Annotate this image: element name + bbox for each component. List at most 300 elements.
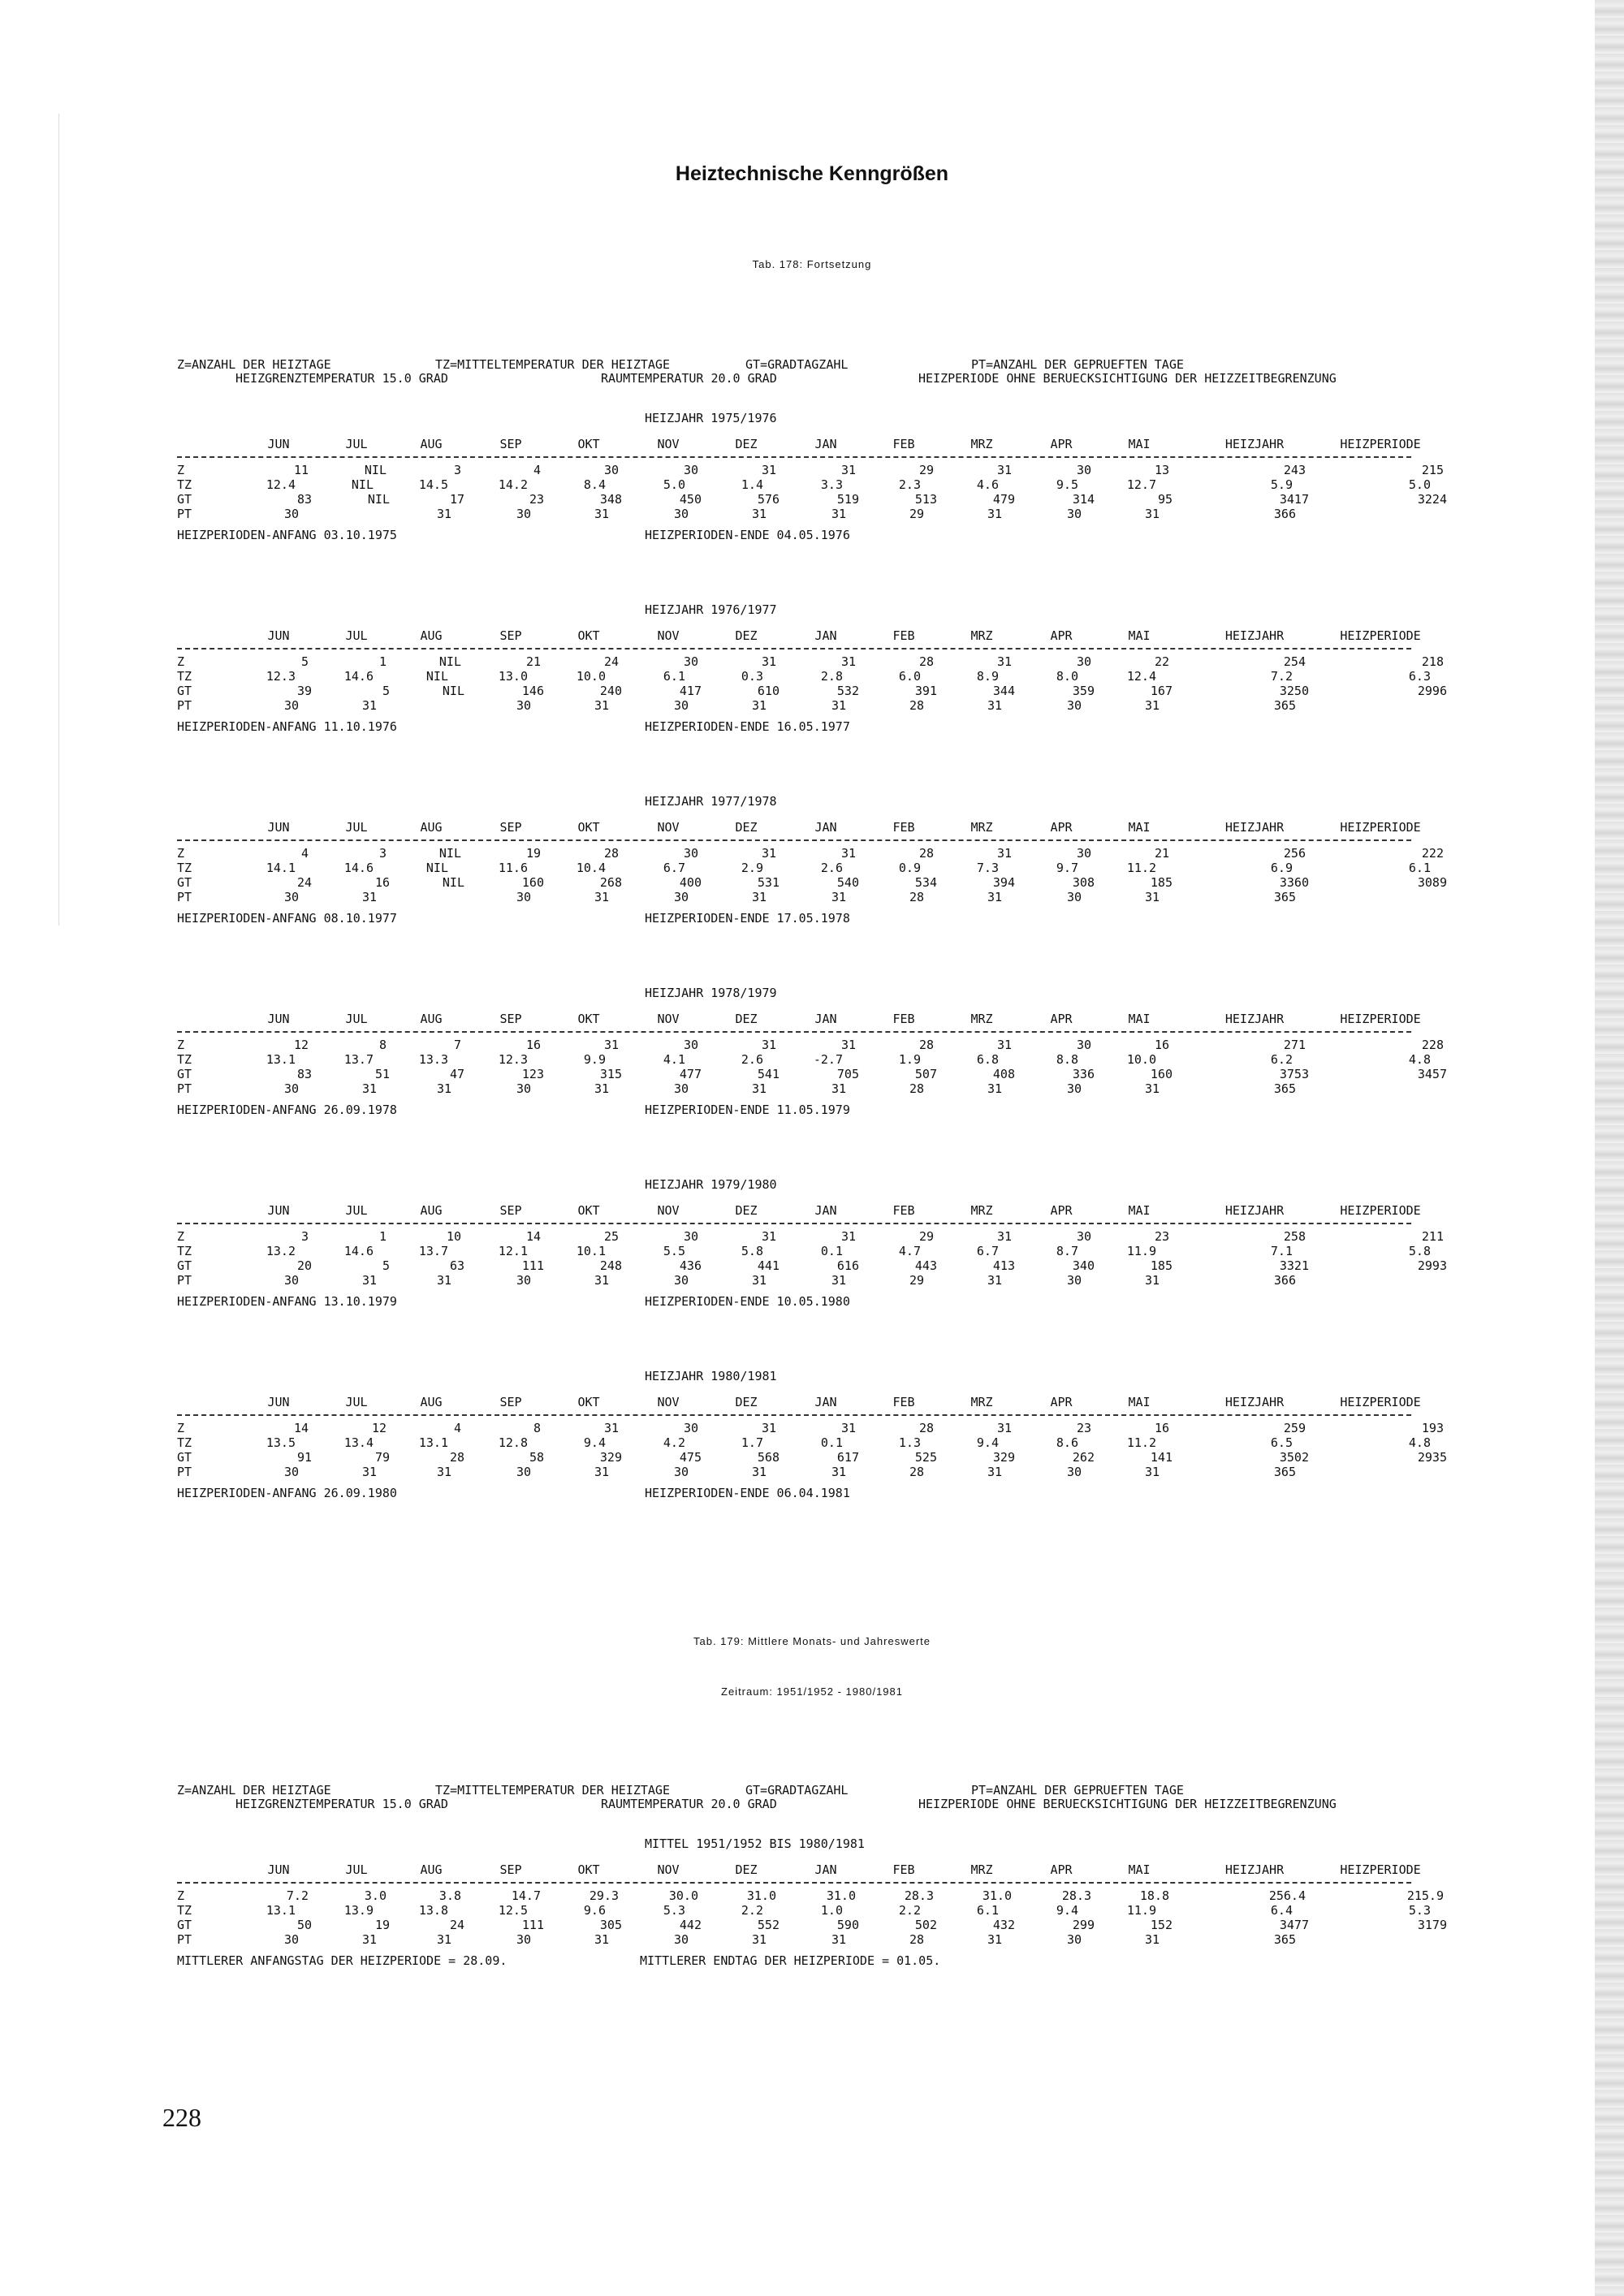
table-cell: 39 bbox=[296, 684, 312, 698]
table-cell: 30 bbox=[1066, 507, 1082, 521]
table-cell: 12.4 bbox=[1126, 669, 1156, 684]
table-cell: 5.0 bbox=[1408, 477, 1431, 492]
table-cell: 329 bbox=[992, 1450, 1015, 1465]
row-label: TZ bbox=[177, 477, 192, 492]
table-cell: 30 bbox=[1076, 463, 1091, 477]
column-header: NOV bbox=[657, 628, 680, 643]
column-header: NOV bbox=[657, 1395, 680, 1409]
table-cell: 31 bbox=[603, 1038, 619, 1052]
column-header: HEIZJAHR bbox=[1224, 1862, 1285, 1877]
table-cell: 417 bbox=[679, 684, 702, 698]
table-cell: 12 bbox=[371, 1421, 387, 1435]
table-row bbox=[177, 1067, 1476, 1081]
column-header: NOV bbox=[657, 1012, 680, 1026]
table-cell: 16 bbox=[374, 875, 390, 890]
row-label: Z bbox=[177, 1888, 185, 1903]
table-cell: 31 bbox=[996, 463, 1012, 477]
column-header: HEIZJAHR bbox=[1224, 628, 1285, 643]
table-row bbox=[177, 846, 1476, 861]
table-cell: 2.6 bbox=[820, 861, 843, 875]
table-cell: 30 bbox=[1076, 654, 1091, 669]
table-cell: -2.7 bbox=[813, 1052, 843, 1067]
table-cell: 7.2 bbox=[1270, 669, 1293, 684]
table-cell: 28 bbox=[918, 1038, 934, 1052]
legend-pt: PT=ANZAHL DER GEPRUEFTEN TAGE bbox=[971, 357, 1184, 372]
table-cell: 19 bbox=[525, 846, 541, 861]
table-cell: 12.4 bbox=[266, 477, 296, 492]
column-header: AUG bbox=[420, 820, 443, 835]
column-header: JAN bbox=[814, 1395, 837, 1409]
legend-pt: PT=ANZAHL DER GEPRUEFTEN TAGE bbox=[971, 1783, 1184, 1798]
table-cell: 30 bbox=[1066, 1465, 1082, 1479]
table-cell: 525 bbox=[914, 1450, 937, 1465]
row-label: Z bbox=[177, 846, 185, 861]
column-header: HEIZJAHR bbox=[1224, 437, 1285, 451]
table-cell: 13.1 bbox=[266, 1052, 296, 1067]
table-cell: 31 bbox=[361, 1273, 377, 1288]
table-cell: 19 bbox=[374, 1918, 390, 1932]
table-cell: 30 bbox=[673, 1465, 689, 1479]
table-cell: 6.5 bbox=[1270, 1435, 1293, 1450]
table-cell: 83 bbox=[296, 492, 312, 507]
table-cell: 31 bbox=[594, 890, 609, 904]
table-cell: 1.9 bbox=[898, 1052, 921, 1067]
table-cell: 28 bbox=[918, 846, 934, 861]
table-cell: 31 bbox=[751, 698, 767, 713]
column-header: NOV bbox=[657, 820, 680, 835]
table-row bbox=[177, 684, 1476, 698]
table-cell: 28 bbox=[918, 1421, 934, 1435]
legend-z: Z=ANZAHL DER HEIZTAGE bbox=[177, 357, 331, 372]
table-cell: 30 bbox=[673, 698, 689, 713]
table-cell: 30 bbox=[683, 463, 698, 477]
table-cell: 344 bbox=[992, 684, 1015, 698]
table-cell: 617 bbox=[836, 1450, 859, 1465]
table-cell: 1.3 bbox=[898, 1435, 921, 1450]
table-cell: 20 bbox=[296, 1258, 312, 1273]
table-cell: 31 bbox=[831, 1081, 846, 1096]
table-cell: 28 bbox=[909, 1465, 924, 1479]
table-cell: 5 bbox=[382, 1258, 390, 1273]
row-label: TZ bbox=[177, 1244, 192, 1258]
table-cell: 10.4 bbox=[576, 861, 606, 875]
table-cell: 5.0 bbox=[663, 477, 685, 492]
table-cell: 2.2 bbox=[898, 1903, 921, 1918]
row-label: GT bbox=[177, 875, 192, 890]
table-cell: 8.4 bbox=[583, 477, 606, 492]
table-cell: 1.7 bbox=[741, 1435, 763, 1450]
table-cell: NIL bbox=[425, 669, 448, 684]
legend-periode: HEIZPERIODE OHNE BERUECKSICHTIGUNG DER HEIZZEITBEGRENZUNG bbox=[918, 371, 1337, 386]
table-cell: 513 bbox=[914, 492, 937, 507]
table-cell: 11.6 bbox=[498, 861, 528, 875]
row-label: PT bbox=[177, 1273, 192, 1288]
heizperiode-dates bbox=[177, 1486, 1476, 1500]
table-cell: 568 bbox=[757, 1450, 780, 1465]
table-cell: 193 bbox=[1421, 1421, 1444, 1435]
table-cell: 13.4 bbox=[343, 1435, 374, 1450]
table-row bbox=[177, 861, 1476, 875]
table-cell: 2935 bbox=[1417, 1450, 1447, 1465]
table-cell: 7.3 bbox=[976, 861, 999, 875]
table-cell: 30 bbox=[683, 846, 698, 861]
table-cell: 83 bbox=[296, 1067, 312, 1081]
table-cell: 30 bbox=[673, 1273, 689, 1288]
table-cell: 31 bbox=[436, 1081, 451, 1096]
table-cell: 30 bbox=[1066, 1932, 1082, 1947]
table-cell: 10.1 bbox=[576, 1244, 606, 1258]
table-cell: 30 bbox=[683, 1229, 698, 1244]
table-cell: 262 bbox=[1072, 1450, 1095, 1465]
table-cell: 14.5 bbox=[418, 477, 448, 492]
table-cell: 31 bbox=[840, 463, 856, 477]
table-cell: NIL bbox=[351, 477, 374, 492]
table-cell: 111 bbox=[521, 1258, 544, 1273]
column-header: HEIZJAHR bbox=[1224, 1395, 1285, 1409]
table-cell: 6.9 bbox=[1270, 861, 1293, 875]
row-label: PT bbox=[177, 1465, 192, 1479]
column-header: JAN bbox=[814, 628, 837, 643]
table-cell: 400 bbox=[679, 875, 702, 890]
table-cell: 413 bbox=[992, 1258, 1015, 1273]
column-header: JUL bbox=[345, 1395, 368, 1409]
column-header: SEP bbox=[499, 820, 522, 835]
table-cell: 4 bbox=[533, 463, 541, 477]
table-cell: 13 bbox=[1154, 463, 1169, 477]
table-cell: 479 bbox=[992, 492, 1015, 507]
heizjahr-title: HEIZJAHR 1975/1976 bbox=[645, 411, 777, 425]
column-header: SEP bbox=[499, 1012, 522, 1026]
table-cell: 552 bbox=[757, 1918, 780, 1932]
table-cell: 31 bbox=[1144, 890, 1160, 904]
table-cell: 14.2 bbox=[498, 477, 528, 492]
column-header: NOV bbox=[657, 1862, 680, 1877]
column-header: MRZ bbox=[970, 1203, 993, 1218]
scan-margin-line bbox=[58, 114, 59, 926]
table-cell: 30 bbox=[283, 1932, 299, 1947]
table-cell: 3502 bbox=[1279, 1450, 1309, 1465]
table-cell: 394 bbox=[992, 875, 1015, 890]
table-cell: 3089 bbox=[1417, 875, 1447, 890]
column-header: FEB bbox=[892, 628, 915, 643]
table-row bbox=[177, 875, 1476, 890]
table-cell: 31 bbox=[1144, 1273, 1160, 1288]
table-cell: 23 bbox=[1154, 1229, 1169, 1244]
table-cell: 5.3 bbox=[663, 1903, 685, 1918]
table-cell: 30 bbox=[1076, 846, 1091, 861]
table-cell: 1.4 bbox=[741, 477, 763, 492]
table-cell: 31 bbox=[436, 1932, 451, 1947]
row-label: Z bbox=[177, 1038, 185, 1052]
table-cell: 13.5 bbox=[266, 1435, 296, 1450]
table-cell: 30 bbox=[283, 698, 299, 713]
row-label: GT bbox=[177, 684, 192, 698]
table-cell: 5.3 bbox=[1408, 1903, 1431, 1918]
table-row bbox=[177, 1450, 1476, 1465]
table-cell: 705 bbox=[836, 1067, 859, 1081]
column-header-row bbox=[177, 437, 1476, 451]
table-cell: 95 bbox=[1157, 492, 1173, 507]
table-cell: 5.9 bbox=[1270, 477, 1293, 492]
table-cell: 13.2 bbox=[266, 1244, 296, 1258]
table-cell: 366 bbox=[1273, 1273, 1296, 1288]
row-label: GT bbox=[177, 1258, 192, 1273]
legend-raum: RAUMTEMPERATUR 20.0 GRAD bbox=[601, 1797, 777, 1811]
column-header: JAN bbox=[814, 437, 837, 451]
table-cell: 16 bbox=[1154, 1038, 1169, 1052]
table-cell: 31 bbox=[436, 1465, 451, 1479]
column-header: OKT bbox=[577, 628, 600, 643]
table-cell: 0.9 bbox=[898, 861, 921, 875]
table-cell: 502 bbox=[914, 1918, 937, 1932]
table-cell: 8.6 bbox=[1056, 1435, 1078, 1450]
table-cell: 3.8 bbox=[438, 1888, 461, 1903]
table-cell: 13.0 bbox=[498, 669, 528, 684]
table-cell: 31 bbox=[1144, 507, 1160, 521]
column-header: OKT bbox=[577, 1395, 600, 1409]
table-cell: 31.0 bbox=[746, 1888, 776, 1903]
table-cell: 9.7 bbox=[1056, 861, 1078, 875]
row-label: GT bbox=[177, 492, 192, 507]
table-cell: 31 bbox=[840, 1038, 856, 1052]
heizperiode-end: HEIZPERIODEN-ENDE 10.05.1980 bbox=[645, 1294, 850, 1309]
column-header: APR bbox=[1050, 1395, 1073, 1409]
table-cell: 30 bbox=[516, 1081, 531, 1096]
table-cell: 4 bbox=[453, 1421, 461, 1435]
table-cell: 30 bbox=[673, 890, 689, 904]
table-cell: 31 bbox=[751, 1932, 767, 1947]
column-header: MAI bbox=[1128, 1203, 1151, 1218]
column-header: MAI bbox=[1128, 1862, 1151, 1877]
table-cell: 14.6 bbox=[343, 669, 374, 684]
table-cell: 5 bbox=[300, 654, 309, 669]
table-cell: 314 bbox=[1072, 492, 1095, 507]
table-cell: 308 bbox=[1072, 875, 1095, 890]
table-cell: 31 bbox=[840, 1421, 856, 1435]
row-label: TZ bbox=[177, 1052, 192, 1067]
table-cell: 21 bbox=[1154, 846, 1169, 861]
table-cell: 24 bbox=[296, 875, 312, 890]
table-cell: 4.8 bbox=[1408, 1435, 1431, 1450]
table-cell: 31 bbox=[361, 890, 377, 904]
table-cell: 91 bbox=[296, 1450, 312, 1465]
table-cell: 31 bbox=[996, 846, 1012, 861]
table-cell: 4.6 bbox=[976, 477, 999, 492]
table-cell: 47 bbox=[449, 1067, 464, 1081]
table-cell: 610 bbox=[757, 684, 780, 698]
table-cell: 8.9 bbox=[976, 669, 999, 684]
table-cell: 24 bbox=[449, 1918, 464, 1932]
column-header: HEIZPERIODE bbox=[1340, 1012, 1421, 1026]
column-header: SEP bbox=[499, 1395, 522, 1409]
legend-tz: TZ=MITTELTEMPERATUR DER HEIZTAGE bbox=[435, 357, 670, 372]
heizjahr-title: HEIZJAHR 1976/1977 bbox=[645, 602, 777, 617]
legend-periode: HEIZPERIODE OHNE BERUECKSICHTIGUNG DER HEIZZEITBEGRENZUNG bbox=[918, 1797, 1337, 1811]
column-header: AUG bbox=[420, 1862, 443, 1877]
table-cell: 31 bbox=[996, 1229, 1012, 1244]
table-cell: 31 bbox=[987, 1932, 1002, 1947]
table-cell: 31 bbox=[436, 1273, 451, 1288]
table-cell: 31 bbox=[1144, 698, 1160, 713]
table-cell: 30 bbox=[1076, 1229, 1091, 1244]
table-cell: 31 bbox=[761, 1038, 776, 1052]
table-cell: 13.1 bbox=[266, 1903, 296, 1918]
table-cell: 31 bbox=[361, 1081, 377, 1096]
table-cell: 12.1 bbox=[498, 1244, 528, 1258]
column-header: HEIZPERIODE bbox=[1340, 820, 1421, 835]
column-header: JAN bbox=[814, 1012, 837, 1026]
table-cell: 442 bbox=[679, 1918, 702, 1932]
column-header: NOV bbox=[657, 1203, 680, 1218]
row-label: Z bbox=[177, 1421, 185, 1435]
table-cell: 365 bbox=[1273, 1465, 1296, 1479]
table-cell: 13.7 bbox=[418, 1244, 448, 1258]
table-cell: 531 bbox=[757, 875, 780, 890]
table-cell: 50 bbox=[296, 1918, 312, 1932]
table-cell: 16 bbox=[1154, 1421, 1169, 1435]
table-cell: 31 bbox=[751, 890, 767, 904]
column-header: JUN bbox=[267, 1395, 290, 1409]
table-cell: 1 bbox=[378, 1229, 387, 1244]
row-label: PT bbox=[177, 890, 192, 904]
column-header: MAI bbox=[1128, 628, 1151, 643]
row-label: PT bbox=[177, 698, 192, 713]
table-cell: 30 bbox=[1066, 1273, 1082, 1288]
column-header: APR bbox=[1050, 437, 1073, 451]
table-cell: 475 bbox=[679, 1450, 702, 1465]
table-cell: 18.8 bbox=[1139, 1888, 1169, 1903]
table-cell: 30 bbox=[516, 698, 531, 713]
table-cell: 31.0 bbox=[826, 1888, 856, 1903]
table-cell: 4.7 bbox=[898, 1244, 921, 1258]
table-cell: 7.1 bbox=[1270, 1244, 1293, 1258]
table-cell: 31 bbox=[594, 1932, 609, 1947]
table-cell: 3.0 bbox=[364, 1888, 387, 1903]
row-label: TZ bbox=[177, 861, 192, 875]
table-cell: 24 bbox=[603, 654, 619, 669]
column-header: JUL bbox=[345, 628, 368, 643]
table-cell: NIL bbox=[364, 463, 387, 477]
column-header: MAI bbox=[1128, 437, 1151, 451]
table-cell: 9.6 bbox=[583, 1903, 606, 1918]
legend bbox=[177, 357, 1476, 390]
table-cell: 28 bbox=[909, 1932, 924, 1947]
table-cell: 6.0 bbox=[898, 669, 921, 684]
table-cell: 3321 bbox=[1279, 1258, 1309, 1273]
table-178 bbox=[177, 357, 1476, 1500]
column-header: JUN bbox=[267, 820, 290, 835]
table-cell: 17 bbox=[449, 492, 464, 507]
table-cell: 6.4 bbox=[1270, 1903, 1293, 1918]
row-label: PT bbox=[177, 507, 192, 521]
table-cell: 6.7 bbox=[663, 861, 685, 875]
column-header: APR bbox=[1050, 820, 1073, 835]
table-cell: 2.3 bbox=[898, 477, 921, 492]
table-cell: 9.4 bbox=[1056, 1903, 1078, 1918]
row-label: PT bbox=[177, 1932, 192, 1947]
column-header: APR bbox=[1050, 1862, 1073, 1877]
table-cell: 31 bbox=[987, 1465, 1002, 1479]
column-header: OKT bbox=[577, 437, 600, 451]
table-cell: 14.7 bbox=[511, 1888, 541, 1903]
column-header: SEP bbox=[499, 628, 522, 643]
table-cell: 365 bbox=[1273, 1932, 1296, 1947]
table-cell: 258 bbox=[1283, 1229, 1306, 1244]
column-header: AUG bbox=[420, 437, 443, 451]
table-cell: 443 bbox=[914, 1258, 937, 1273]
table-cell: 13.8 bbox=[418, 1903, 448, 1918]
table-cell: 6.3 bbox=[1408, 669, 1431, 684]
heizperiode-end: HEIZPERIODEN-ENDE 16.05.1977 bbox=[645, 719, 850, 734]
table-cell: 8.7 bbox=[1056, 1244, 1078, 1258]
table-cell: 30 bbox=[673, 507, 689, 521]
table-cell: 8.0 bbox=[1056, 669, 1078, 684]
heizperiode-start: HEIZPERIODEN-ANFANG 08.10.1977 bbox=[177, 911, 397, 926]
table-cell: 12.7 bbox=[1126, 477, 1156, 492]
table-cell: 3477 bbox=[1279, 1918, 1309, 1932]
table-row bbox=[177, 1903, 1476, 1918]
table-cell: 5.8 bbox=[741, 1244, 763, 1258]
table-cell: 10 bbox=[446, 1229, 461, 1244]
table-cell: 31.0 bbox=[982, 1888, 1012, 1903]
column-header: AUG bbox=[420, 1203, 443, 1218]
table-cell: 0.1 bbox=[820, 1244, 843, 1258]
column-header: MRZ bbox=[970, 1862, 993, 1877]
column-header: HEIZJAHR bbox=[1224, 1012, 1285, 1026]
header-separator bbox=[177, 648, 1411, 650]
table-cell: 215 bbox=[1421, 463, 1444, 477]
table-cell: 31 bbox=[361, 698, 377, 713]
column-header: FEB bbox=[892, 820, 915, 835]
table-cell: 432 bbox=[992, 1918, 1015, 1932]
column-header: SEP bbox=[499, 1862, 522, 1877]
table-cell: 31 bbox=[831, 1932, 846, 1947]
table-cell: NIL bbox=[442, 875, 464, 890]
table-cell: 31 bbox=[996, 654, 1012, 669]
table-row bbox=[177, 669, 1476, 684]
table-cell: 31 bbox=[996, 1421, 1012, 1435]
table-cell: 3753 bbox=[1279, 1067, 1309, 1081]
table-cell: 31 bbox=[996, 1038, 1012, 1052]
heizjahr-title: HEIZJAHR 1977/1978 bbox=[645, 794, 777, 809]
table-cell: 11.2 bbox=[1126, 861, 1156, 875]
table-cell: 248 bbox=[599, 1258, 622, 1273]
column-header: AUG bbox=[420, 1395, 443, 1409]
column-header: JAN bbox=[814, 1203, 837, 1218]
column-header-row bbox=[177, 1012, 1476, 1026]
table-cell: 228 bbox=[1421, 1038, 1444, 1052]
table-cell: 1.0 bbox=[820, 1903, 843, 1918]
table-cell: 391 bbox=[914, 684, 937, 698]
table-cell: 12 bbox=[293, 1038, 309, 1052]
header-separator bbox=[177, 1414, 1411, 1416]
table-cell: 9.4 bbox=[976, 1435, 999, 1450]
header-separator bbox=[177, 1882, 1411, 1884]
column-header: OKT bbox=[577, 1203, 600, 1218]
table-cell: 63 bbox=[449, 1258, 464, 1273]
table-cell: 25 bbox=[603, 1229, 619, 1244]
table-cell: 29 bbox=[909, 507, 924, 521]
table-cell: 28 bbox=[909, 698, 924, 713]
table-cell: 436 bbox=[679, 1258, 702, 1273]
table-cell: 256 bbox=[1283, 846, 1306, 861]
heizperiode-end: HEIZPERIODEN-ENDE 06.04.1981 bbox=[645, 1486, 850, 1500]
table-cell: 31 bbox=[831, 890, 846, 904]
table-cell: 7 bbox=[453, 1038, 461, 1052]
column-header: JUN bbox=[267, 437, 290, 451]
table-cell: 14.1 bbox=[266, 861, 296, 875]
table-cell: 30 bbox=[673, 1932, 689, 1947]
